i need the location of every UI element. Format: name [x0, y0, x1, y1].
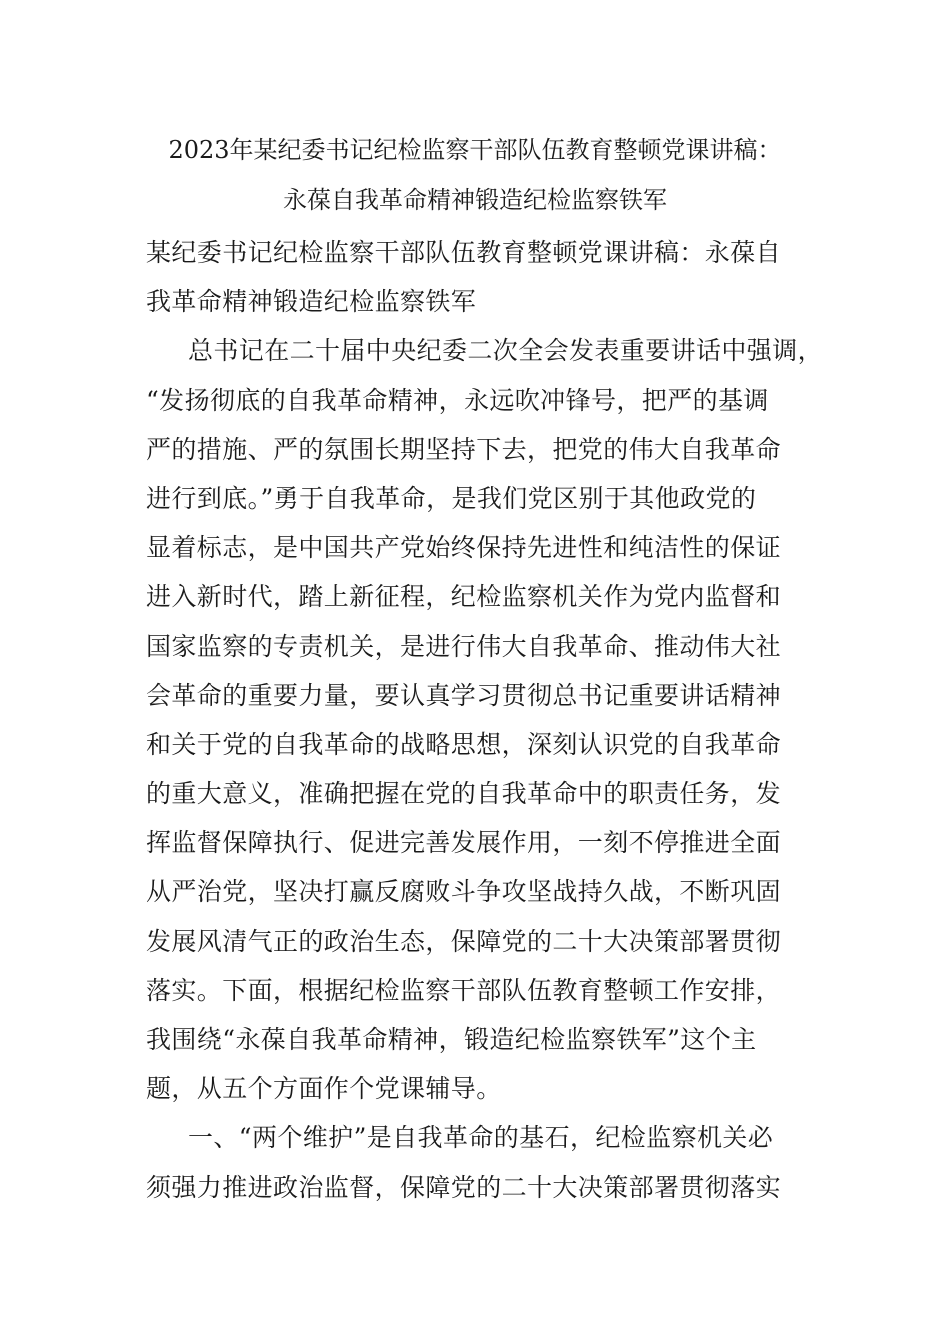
- body-text-line: 发展风清气正的政治生态，保障党的二十大决策部署贯彻: [146, 926, 782, 956]
- body-text-line: 我革命精神锻造纪检监察铁军: [146, 287, 477, 317]
- body-text-line: 严的措施、严的氛围长期坚持下去，把党的伟大自我革命: [146, 434, 782, 464]
- body-text-line: 我围绕“永葆自我革命精神，锻造纪检监察铁军”这个主: [146, 1025, 757, 1054]
- body-text-line: 从严治党，坚决打赢反腐败斗争攻坚战持久战，不断巩固: [146, 877, 782, 907]
- body-text-line: “发扬彻底的自我革命精神，永远吹冲锋号，把严的基调: [146, 385, 769, 415]
- body-text-line: 显着标志，是中国共产党始终保持先进性和纯洁性的保证: [146, 533, 782, 563]
- body-text-line: 须强力推进政治监督，保障党的二十大决策部署贯彻落实: [146, 1172, 782, 1202]
- body-text-line: 落实。下面，根据纪检监察干部队伍教育整顿工作安排，: [146, 975, 782, 1005]
- body-text-line: 国家监察的专责机关，是进行伟大自我革命、推动伟大社: [146, 631, 782, 661]
- body-text-line: 进行到底。”勇于自我革命，是我们党区别于其他政党的: [146, 483, 757, 513]
- body-text-line: 的重大意义，准确把握在党的自我革命中的职责任务，发: [146, 779, 782, 809]
- body-text-line: 和关于党的自我革命的战略思想，深刻认识党的自我革命: [146, 729, 782, 759]
- document-title-line-2: 永葆自我革命精神锻造纪检监察铁军: [283, 186, 667, 214]
- body-text-line: 题，从五个方面作个党课辅导。: [146, 1074, 502, 1104]
- document-body: [146, 228, 826, 1212]
- body-text-line: 一、“两个维护”是自我革命的基石，纪检监察机关必: [188, 1123, 774, 1153]
- body-text-line: 进入新时代，踏上新征程，纪检监察机关作为党内监督和: [146, 582, 782, 612]
- body-text-line: 会革命的重要力量，要认真学习贯彻总书记重要讲话精神: [146, 680, 782, 710]
- body-text-line: 某纪委书记纪检监察干部队伍教育整顿党课讲稿：永葆自: [146, 238, 782, 267]
- body-text-line: 总书记在二十届中央纪委二次全会发表重要讲话中强调，: [188, 336, 824, 366]
- body-text-line: 挥监督保障执行、促进完善发展作用，一刻不停推进全面: [146, 828, 782, 858]
- document-title-line-1: 2023年某纪委书记纪检监察干部队伍教育整顿党课讲稿：: [168, 136, 782, 164]
